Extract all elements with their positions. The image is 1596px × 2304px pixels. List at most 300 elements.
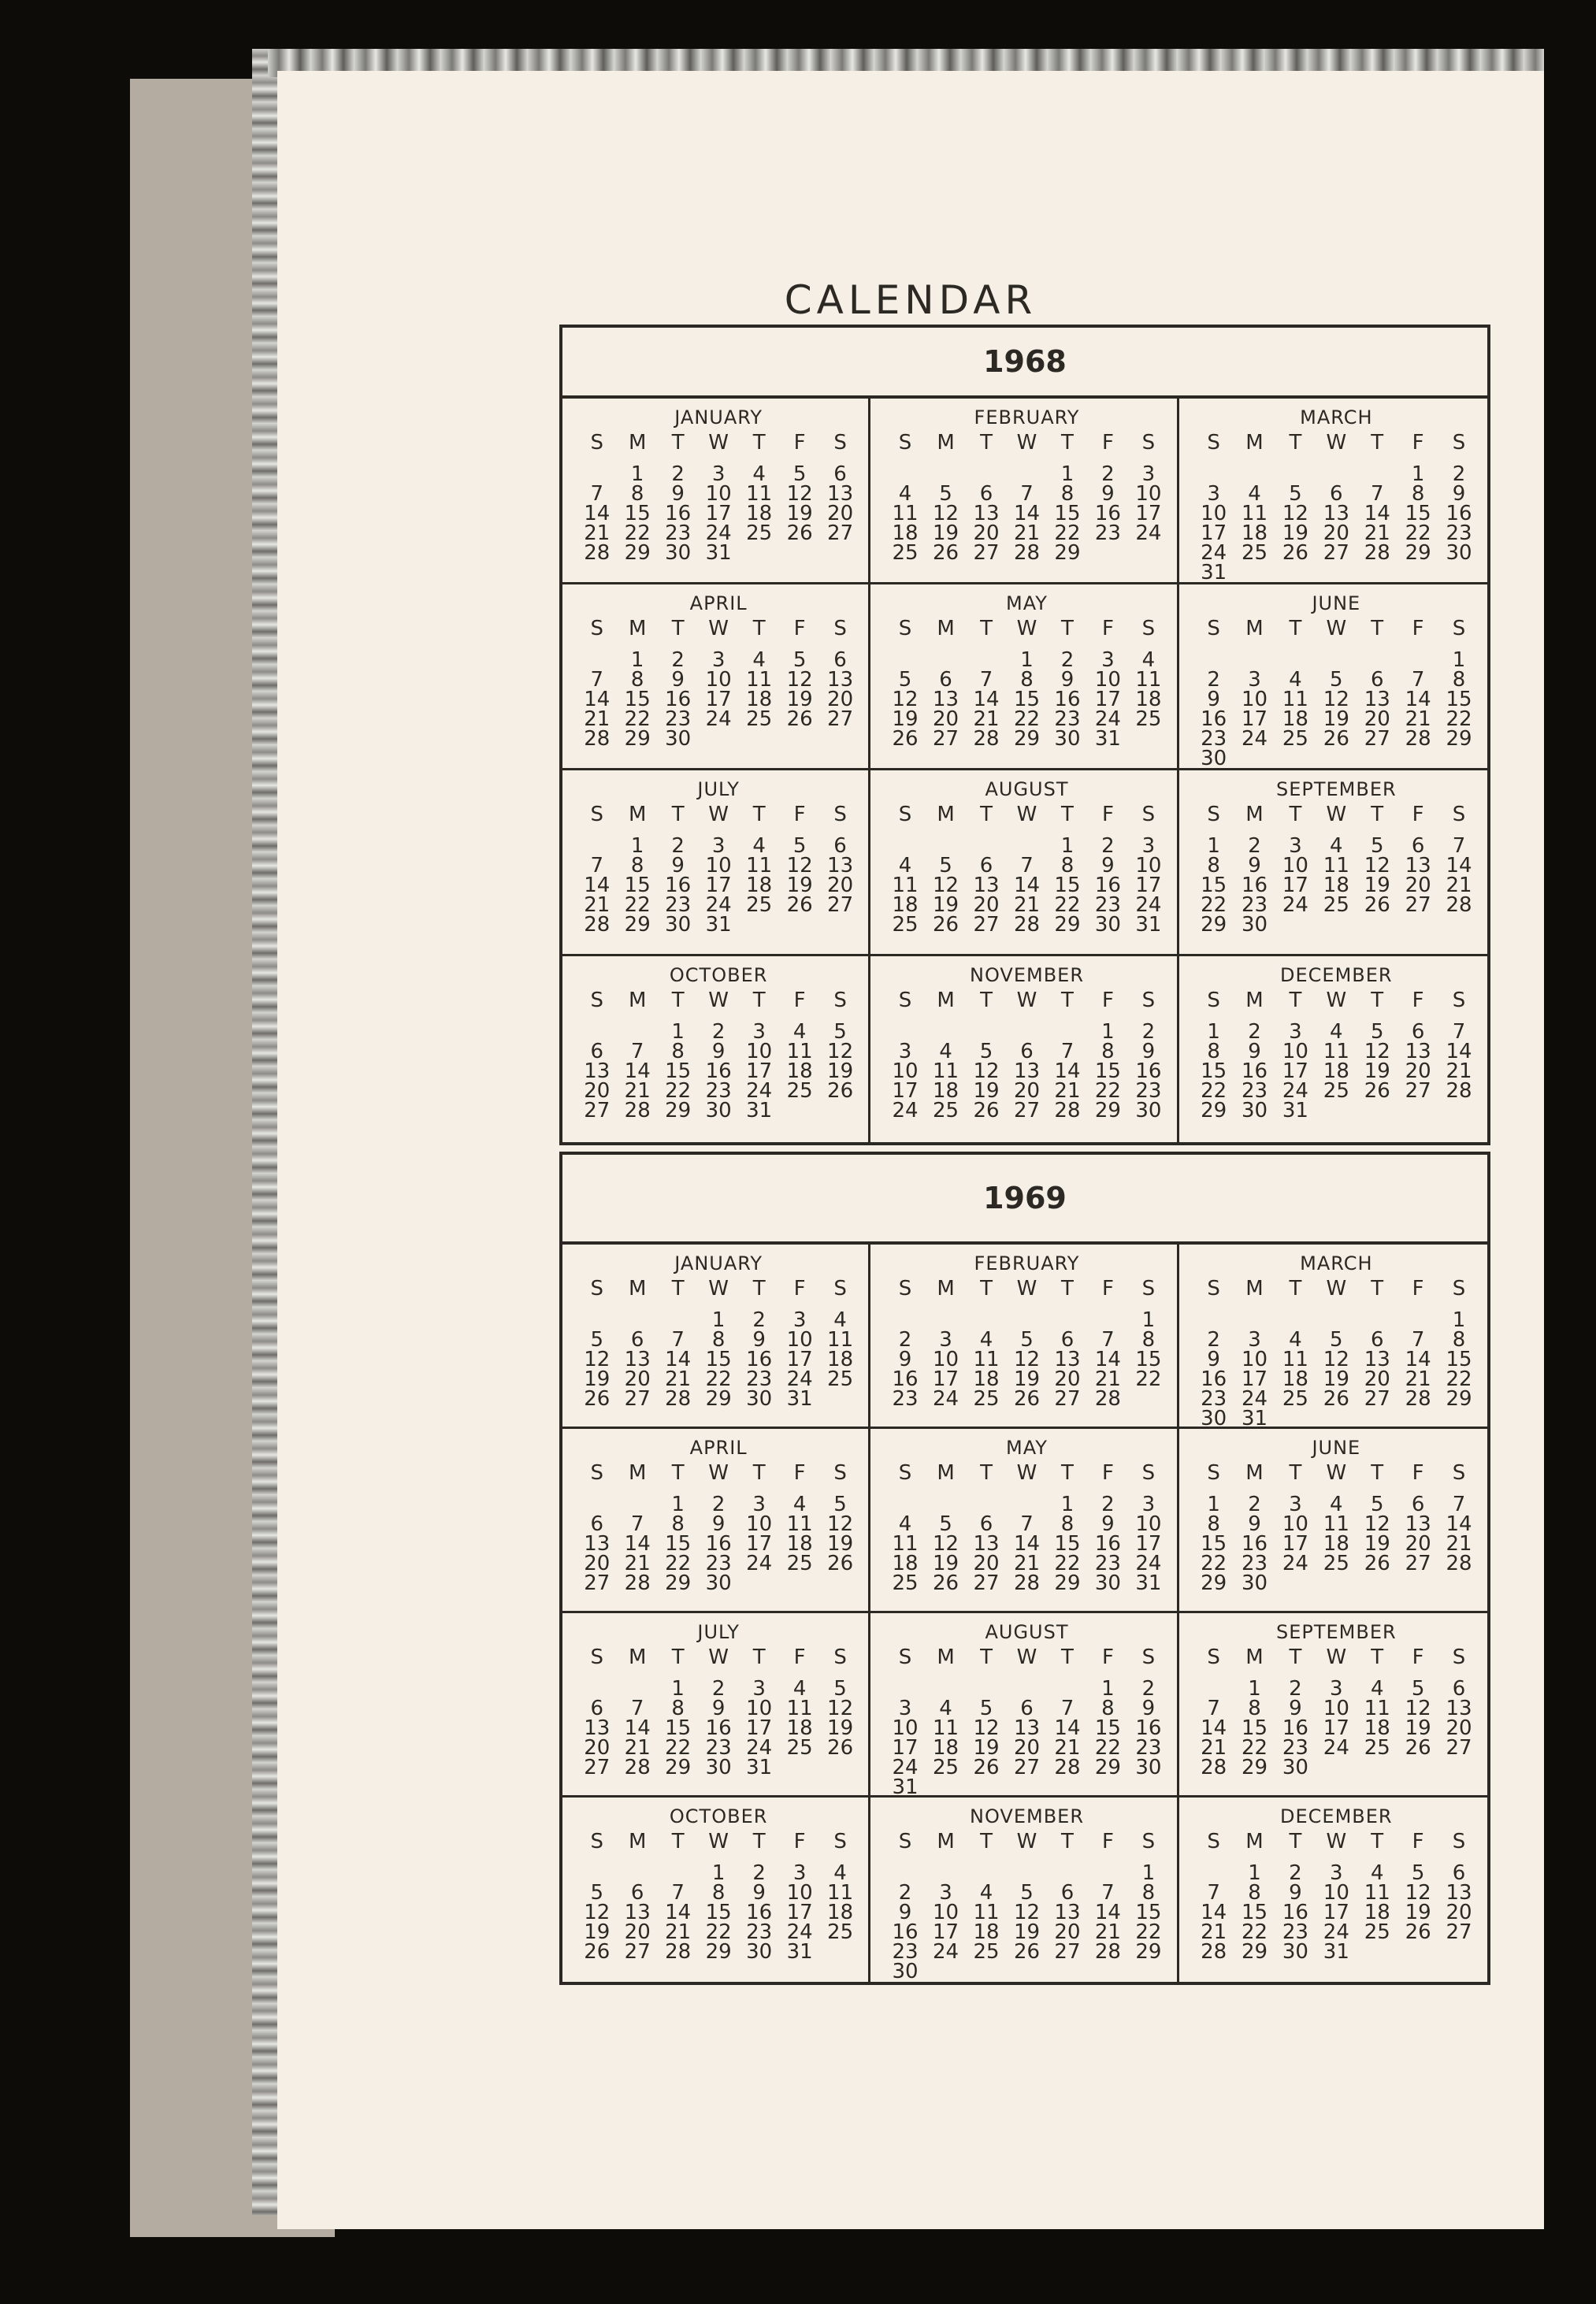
weekday-label: F (1412, 803, 1424, 826)
day-grid (577, 648, 860, 751)
day-number: 1 (1101, 1677, 1115, 1701)
day-number: 11 (1323, 854, 1349, 877)
weekday-label: F (1101, 1645, 1114, 1669)
day-number: 27 (584, 1571, 611, 1595)
day-number: 11 (786, 1697, 813, 1720)
day-number: 28 (665, 1387, 692, 1411)
day-number: 8 (711, 1328, 726, 1352)
day-number: 20 (1013, 1736, 1041, 1760)
month-name: MAY (1006, 592, 1048, 614)
day-number: 24 (705, 893, 732, 917)
weekday-label: W (1016, 431, 1037, 454)
weekday-label: M (937, 617, 955, 640)
day-number: 7 (1020, 854, 1034, 877)
day-number: 2 (711, 1493, 726, 1516)
weekday-header-row (885, 1276, 1168, 1301)
day-number: 6 (590, 1697, 603, 1720)
day-number: 1 (1020, 648, 1034, 672)
weekday-label: F (1412, 989, 1424, 1012)
weekday-label: T (671, 617, 685, 640)
day-number: 27 (1054, 1940, 1081, 1964)
day-number: 20 (932, 707, 959, 731)
day-number: 6 (630, 1328, 644, 1352)
day-number: 9 (1141, 1697, 1156, 1720)
day-number: 26 (1405, 1736, 1431, 1760)
day-number: 1 (1207, 834, 1220, 858)
day-number: 22 (1054, 1552, 1081, 1575)
weekday-label: T (671, 431, 685, 454)
day-number: 4 (939, 1040, 952, 1063)
day-number: 7 (1020, 1512, 1034, 1536)
day-number: 21 (624, 1552, 651, 1575)
month-name: APRIL (689, 592, 748, 614)
day-grid (885, 1861, 1168, 1982)
day-number: 4 (1330, 834, 1343, 858)
day-number: 23 (746, 1367, 773, 1391)
day-number: 26 (584, 1940, 611, 1964)
day-number: 16 (1201, 1367, 1227, 1391)
day-number: 16 (746, 1348, 773, 1371)
day-number: 12 (1364, 1512, 1390, 1536)
day-number: 4 (979, 1328, 993, 1352)
day-number: 6 (833, 648, 847, 672)
day-number: 20 (827, 688, 854, 711)
weekday-label: W (708, 989, 729, 1012)
day-number: 17 (1201, 521, 1227, 545)
day-number: 6 (979, 1512, 993, 1536)
month-march (1179, 1245, 1487, 1429)
day-number: 22 (1405, 521, 1431, 545)
day-number: 24 (892, 1099, 919, 1122)
day-grid (1193, 1495, 1479, 1594)
day-number: 28 (1054, 1756, 1081, 1779)
day-number: 27 (1405, 1552, 1431, 1575)
day-number: 25 (1241, 541, 1268, 565)
day-number: 2 (1248, 1493, 1261, 1516)
day-number: 13 (1405, 1040, 1431, 1063)
day-number: 26 (892, 727, 919, 751)
weekday-label: T (1289, 1830, 1302, 1853)
day-number: 23 (1201, 727, 1227, 751)
day-number: 30 (705, 1571, 732, 1595)
day-number: 29 (1013, 727, 1041, 751)
day-number: 13 (973, 502, 1000, 525)
day-number: 6 (590, 1512, 603, 1536)
day-number: 8 (711, 1881, 726, 1905)
weekday-label: T (1289, 1645, 1302, 1669)
day-number: 11 (892, 502, 919, 525)
day-number: 8 (1101, 1040, 1115, 1063)
day-number: 18 (746, 688, 773, 711)
day-number: 10 (1135, 482, 1162, 506)
day-number: 27 (1054, 1387, 1081, 1411)
day-number: 23 (1054, 707, 1081, 731)
weekday-label: M (628, 617, 647, 640)
weekday-label: S (590, 1830, 603, 1853)
day-number: 25 (1364, 1736, 1390, 1760)
day-number: 27 (1405, 893, 1431, 917)
day-grid (577, 1022, 860, 1121)
month-june (1179, 584, 1487, 770)
day-number: 23 (1282, 1920, 1308, 1944)
day-grid (577, 1495, 860, 1594)
day-number: 24 (1323, 1736, 1349, 1760)
weekday-header-row (1193, 802, 1479, 827)
day-number: 27 (973, 1571, 1000, 1595)
month-august (870, 1613, 1178, 1798)
day-number: 5 (1411, 1861, 1425, 1885)
weekday-label: T (980, 989, 993, 1012)
day-number: 6 (1020, 1697, 1034, 1720)
day-number: 6 (1370, 668, 1384, 692)
weekday-label: M (937, 1645, 955, 1669)
day-grid (1193, 462, 1479, 584)
day-number: 1 (671, 1020, 685, 1044)
day-number: 16 (746, 1901, 773, 1924)
day-number: 12 (786, 668, 813, 692)
month-name: MAY (1006, 1437, 1048, 1459)
day-number: 7 (1020, 482, 1034, 506)
weekday-label: F (1412, 1461, 1424, 1485)
day-number: 1 (1060, 1493, 1075, 1516)
day-number: 2 (1060, 648, 1075, 672)
month-name: JANUARY (674, 1252, 763, 1274)
day-number: 19 (1364, 1059, 1390, 1083)
day-number: 5 (1330, 668, 1343, 692)
weekday-header-row (577, 802, 860, 827)
weekday-label: S (590, 1645, 603, 1669)
day-number: 3 (752, 1020, 766, 1044)
day-number: 7 (671, 1881, 685, 1905)
day-number: 2 (1452, 462, 1466, 486)
day-number: 25 (892, 541, 919, 565)
weekday-label: S (833, 1830, 847, 1853)
day-number: 2 (752, 1308, 766, 1332)
day-number: 24 (1241, 1387, 1268, 1411)
day-number: 28 (1201, 1940, 1227, 1964)
day-number: 11 (1282, 1348, 1308, 1371)
day-number: 20 (973, 521, 1000, 545)
day-number: 6 (1411, 1020, 1425, 1044)
day-number: 30 (705, 1756, 732, 1779)
day-number: 14 (624, 1716, 651, 1740)
day-number: 15 (1405, 502, 1431, 525)
day-number: 10 (1282, 854, 1308, 877)
day-number: 27 (1013, 1099, 1041, 1122)
day-number: 12 (932, 502, 959, 525)
day-number: 27 (827, 893, 854, 917)
weekday-label: T (752, 989, 766, 1012)
day-number: 19 (1405, 1901, 1431, 1924)
day-number: 3 (711, 834, 726, 858)
day-number: 7 (1207, 1881, 1220, 1905)
day-number: 13 (1013, 1716, 1041, 1740)
day-number: 3 (1289, 1493, 1302, 1516)
day-number: 2 (1101, 462, 1115, 486)
day-number: 5 (939, 854, 952, 877)
day-number: 13 (584, 1532, 611, 1556)
day-number: 11 (973, 1901, 1000, 1924)
day-number: 27 (584, 1756, 611, 1779)
day-number: 14 (665, 1348, 692, 1371)
day-number: 22 (1201, 1079, 1227, 1103)
day-number: 12 (827, 1697, 854, 1720)
day-number: 25 (786, 1736, 813, 1760)
day-number: 10 (746, 1040, 773, 1063)
day-number: 17 (1241, 707, 1268, 731)
day-number: 7 (1452, 1493, 1466, 1516)
day-number: 14 (624, 1059, 651, 1083)
weekday-label: M (1245, 803, 1264, 826)
day-number: 1 (1411, 462, 1425, 486)
weekday-label: T (980, 1277, 993, 1300)
weekday-label: W (1016, 1461, 1037, 1485)
day-number: 16 (1446, 502, 1472, 525)
weekday-label: F (1101, 1461, 1114, 1485)
day-number: 9 (1060, 668, 1075, 692)
day-number: 24 (1094, 707, 1121, 731)
day-number: 29 (1241, 1756, 1268, 1779)
day-number: 10 (932, 1348, 959, 1371)
day-number: 6 (1020, 1040, 1034, 1063)
day-number: 20 (1364, 707, 1390, 731)
day-number: 3 (752, 1677, 766, 1701)
day-number: 8 (1060, 1512, 1075, 1536)
weekday-label: F (1412, 617, 1424, 640)
day-number: 23 (1201, 1387, 1227, 1411)
weekday-label: S (1207, 431, 1220, 454)
day-number: 18 (827, 1901, 854, 1924)
day-number: 17 (1135, 1532, 1162, 1556)
day-number: 10 (1094, 668, 1121, 692)
day-number: 15 (1201, 874, 1227, 897)
day-number: 29 (1054, 1571, 1081, 1595)
day-grid (885, 834, 1168, 937)
day-number: 6 (1452, 1861, 1466, 1885)
weekday-label: S (833, 617, 847, 640)
day-number: 21 (584, 707, 611, 731)
weekday-label: S (1207, 989, 1220, 1012)
weekday-label: W (1016, 1830, 1037, 1853)
day-number: 1 (1207, 1020, 1220, 1044)
day-number: 22 (624, 707, 651, 731)
day-number: 12 (1013, 1901, 1041, 1924)
day-number: 21 (1054, 1736, 1081, 1760)
day-number: 26 (1323, 727, 1349, 751)
day-number: 24 (1201, 541, 1227, 565)
day-number: 25 (932, 1756, 959, 1779)
day-number: 22 (1201, 893, 1227, 917)
day-number: 27 (1446, 1736, 1472, 1760)
weekday-label: F (1101, 1277, 1114, 1300)
day-number: 12 (973, 1716, 1000, 1740)
day-grid (885, 1308, 1168, 1411)
day-number: 20 (624, 1367, 651, 1391)
day-number: 19 (932, 893, 959, 917)
day-number: 4 (833, 1308, 847, 1332)
day-number: 15 (1135, 1348, 1162, 1371)
day-number: 19 (1323, 707, 1349, 731)
weekday-label: T (752, 1830, 766, 1853)
weekday-label: T (1061, 1277, 1074, 1300)
day-number: 23 (665, 893, 692, 917)
weekday-label: T (671, 803, 685, 826)
day-number: 15 (1094, 1059, 1121, 1083)
day-number: 20 (1323, 521, 1349, 545)
day-number: 5 (939, 1512, 952, 1536)
weekday-label: S (898, 989, 912, 1012)
day-number: 16 (1241, 874, 1268, 897)
day-number: 25 (1282, 727, 1308, 751)
day-number: 21 (624, 1079, 651, 1103)
weekday-label: S (833, 1277, 847, 1300)
day-number: 3 (752, 1493, 766, 1516)
day-number: 2 (1289, 1677, 1302, 1701)
day-number: 14 (1364, 502, 1390, 525)
day-number: 29 (1201, 1571, 1227, 1595)
day-number: 15 (1201, 1059, 1227, 1083)
weekday-label: T (1061, 431, 1074, 454)
day-number: 1 (1141, 1308, 1156, 1332)
day-number: 20 (1405, 874, 1431, 897)
day-number: 12 (973, 1059, 1000, 1083)
day-number: 27 (1013, 1756, 1041, 1779)
day-number: 17 (932, 1920, 959, 1944)
day-number: 16 (665, 502, 692, 525)
weekday-label: T (752, 1277, 766, 1300)
day-number: 21 (584, 893, 611, 917)
day-number: 20 (1446, 1716, 1472, 1740)
day-number: 17 (1282, 874, 1308, 897)
day-number: 4 (979, 1881, 993, 1905)
weekday-label: S (1207, 1645, 1220, 1669)
day-number: 7 (979, 668, 993, 692)
year-block-1969 (559, 1152, 1490, 1985)
day-number: 22 (1446, 707, 1472, 731)
weekday-label: S (833, 803, 847, 826)
day-number: 29 (665, 1099, 692, 1122)
day-number: 26 (932, 1571, 959, 1595)
month-name: FEBRUARY (974, 406, 1080, 429)
day-number: 23 (705, 1736, 732, 1760)
day-number: 8 (630, 482, 644, 506)
day-number: 26 (1364, 1552, 1390, 1575)
day-number: 10 (892, 1716, 919, 1740)
day-number: 2 (671, 648, 685, 672)
day-number: 29 (1094, 1756, 1121, 1779)
day-number: 28 (1364, 541, 1390, 565)
day-number: 16 (1241, 1532, 1268, 1556)
month-august (870, 770, 1178, 956)
day-number: 4 (752, 648, 766, 672)
day-number: 25 (786, 1079, 813, 1103)
day-number: 22 (1135, 1367, 1162, 1391)
day-number: 21 (1201, 1920, 1227, 1944)
weekday-label: S (898, 803, 912, 826)
day-number: 22 (1094, 1079, 1121, 1103)
day-number: 10 (786, 1881, 813, 1905)
day-number: 6 (1411, 834, 1425, 858)
day-number: 14 (584, 688, 611, 711)
day-number: 25 (1323, 1079, 1349, 1103)
day-number: 9 (1452, 482, 1466, 506)
day-number: 30 (892, 1960, 919, 1982)
weekday-label: S (1452, 989, 1466, 1012)
day-number: 15 (1446, 1348, 1472, 1371)
day-number: 2 (671, 834, 685, 858)
day-number: 29 (665, 1571, 692, 1595)
day-number: 4 (792, 1493, 807, 1516)
day-number: 21 (1013, 893, 1041, 917)
day-number: 12 (1364, 1040, 1390, 1063)
day-number: 17 (1323, 1716, 1349, 1740)
weekday-label: S (1141, 1461, 1156, 1485)
day-number: 15 (1446, 688, 1472, 711)
day-grid (885, 1495, 1168, 1594)
day-number: 5 (1289, 482, 1302, 506)
month-name: SEPTEMBER (1275, 778, 1397, 800)
day-number: 19 (932, 521, 959, 545)
day-number: 30 (1135, 1756, 1162, 1779)
weekday-label: F (1412, 431, 1424, 454)
day-number: 16 (1241, 1059, 1268, 1083)
day-number: 16 (665, 688, 692, 711)
day-number: 31 (746, 1099, 773, 1122)
day-number: 1 (630, 462, 644, 486)
day-number: 14 (1201, 1901, 1227, 1924)
day-number: 13 (1364, 688, 1390, 711)
day-number: 9 (1101, 482, 1115, 506)
weekday-label: T (980, 617, 993, 640)
weekday-header-row (577, 1460, 860, 1486)
day-number: 6 (833, 834, 847, 858)
day-number: 7 (630, 1040, 644, 1063)
day-number: 28 (665, 1940, 692, 1964)
weekday-label: T (1289, 431, 1302, 454)
weekday-label: T (980, 1461, 993, 1485)
day-number: 10 (932, 1901, 959, 1924)
day-number: 21 (665, 1920, 692, 1944)
day-number: 3 (1289, 834, 1302, 858)
day-number: 7 (1370, 482, 1384, 506)
day-number: 19 (973, 1079, 1000, 1103)
day-number: 7 (590, 668, 603, 692)
month-september (1179, 770, 1487, 956)
day-number: 30 (1282, 1940, 1308, 1964)
day-number: 4 (1289, 1328, 1302, 1352)
day-number: 23 (746, 1920, 773, 1944)
day-number: 13 (624, 1348, 651, 1371)
weekday-label: M (937, 803, 955, 826)
day-number: 10 (892, 1059, 919, 1083)
day-number: 3 (1330, 1861, 1343, 1885)
weekday-label: W (1326, 989, 1347, 1012)
month-name: SEPTEMBER (1275, 1621, 1397, 1643)
day-number: 10 (1323, 1881, 1349, 1905)
day-number: 29 (624, 541, 651, 565)
day-number: 20 (584, 1079, 611, 1103)
weekday-label: S (1141, 1830, 1156, 1853)
day-number: 12 (1323, 688, 1349, 711)
day-number: 26 (973, 1756, 1000, 1779)
day-number: 15 (1241, 1716, 1268, 1740)
weekday-label: T (1289, 1277, 1302, 1300)
weekday-label: S (898, 1277, 912, 1300)
day-number: 9 (752, 1881, 766, 1905)
day-grid (885, 462, 1168, 565)
day-number: 14 (1201, 1716, 1227, 1740)
day-number: 1 (630, 834, 644, 858)
